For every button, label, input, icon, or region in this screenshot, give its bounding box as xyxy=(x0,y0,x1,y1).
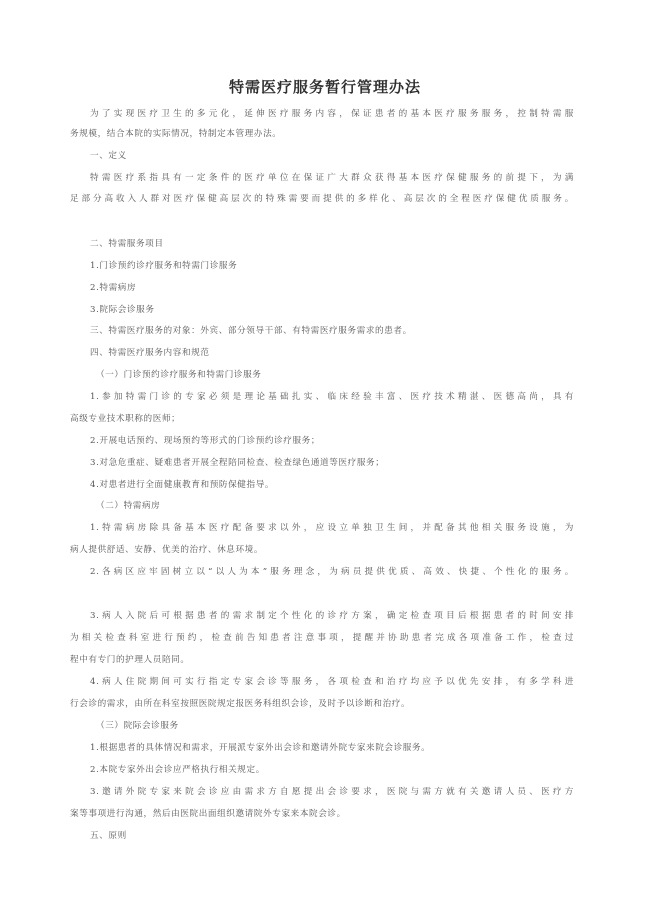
subsection-heading: （二）特需病房 xyxy=(96,501,161,511)
section-heading: 五、原则 xyxy=(90,831,127,841)
paragraph-line: 3.邀请外院专家来院会诊应由需求方自愿提出会诊要求，医院与需方就有关邀请人员、医疗方 xyxy=(90,787,574,797)
paragraph-line: 4.病人住院期间可实行指定专家会诊等服务，各项检查和治疗均应予以优先安排，有多学科进 xyxy=(90,677,574,687)
paragraph-line: 1.根据患者的具体情况和需求，开展派专家外出会诊和邀请外院专家来院会诊服务。 xyxy=(90,743,431,753)
paragraph-line: 程中有专门的护理人员陪同。 xyxy=(70,655,190,665)
section-heading: 一、定义 xyxy=(90,151,127,161)
paragraph-line: 务规模，结合本院的实际情况，特制定本管理办法。 xyxy=(70,129,282,139)
paragraph-line: 为了实现医疗卫生的多元化，延伸医疗服务内容，保证患者的基本医疗服务服务，控制特需服 xyxy=(90,109,574,119)
list-item: 2.特需病房 xyxy=(90,283,137,293)
list-item: 3.院际会诊服务 xyxy=(90,305,155,315)
paragraph-line: 足部分高收入人群对医疗保健高层次的特殊需要而提供的多样化、高层次的全程医疗保健优质服务。 xyxy=(70,194,574,204)
list-item: 1.门诊预约诊疗服务和特需门诊服务 xyxy=(90,261,238,271)
paragraph-line: 2.开展电话预约、现场预约等形式的门诊预约诊疗服务； xyxy=(90,436,321,446)
subsection-heading: （三）院际会诊服务 xyxy=(96,721,179,731)
paragraph-line: 2.各病区应牢固树立以“以人为本”服务理念，为病员提供优质、高效、快捷、个性化的服务。 xyxy=(90,567,574,577)
paragraph-line: 1.特需病房除具备基本医疗配备要求以外，应设立单独卫生间，并配备其他相关服务设施，为 xyxy=(90,523,574,533)
paragraph-line: 特需医疗系指具有一定条件的医疗单位在保证广大群众获得基本医疗保健服务的前提下，为满 xyxy=(90,173,574,183)
paragraph-line: 1.参加特需门诊的专家必须是理论基础扎实、临床经验丰富、医疗技术精湛、医德高尚，具有 xyxy=(90,392,574,402)
subsection-heading: （一）门诊预约诊疗服务和特需门诊服务 xyxy=(96,370,262,380)
paragraph-line: 3.病人入院后可根据患者的需求制定个性化的诊疗方案，确定检查项目后根据患者的时间安排 xyxy=(90,611,574,621)
paragraph-line: 案等事项进行沟通，然后由医院出面组织邀请院外专家来本院会诊。 xyxy=(70,809,346,819)
section-heading: 二、特需服务项目 xyxy=(90,239,164,249)
section-heading: 四、特需医疗服务内容和规范 xyxy=(90,348,210,358)
paragraph-line: 3.对急危重症、疑难患者开展全程陪同检查、检查绿色通道等医疗服务； xyxy=(90,458,385,468)
paragraph-line: 高级专业技术职称的医师； xyxy=(70,414,181,424)
paragraph-line: 2.本院专家外出会诊应严格执行相关规定。 xyxy=(90,765,265,775)
paragraph-line: 行会诊的需求，由所在科室按照医院规定报医务科组织会诊，及时予以诊断和治疗。 xyxy=(70,699,411,709)
paragraph-line: 4.对患者进行全面健康教育和预防保健指导。 xyxy=(90,480,275,490)
section-heading: 三、特需医疗服务的对象：外宾、部分领导干部、有特需医疗服务需求的患者。 xyxy=(90,326,412,336)
paragraph-line: 为相关检查科室进行预约，检查前告知患者注意事项，提醒并协助患者完成各项准备工作，检查过 xyxy=(70,633,574,643)
page-title: 特需医疗服务暂行管理办法 xyxy=(228,78,421,96)
paragraph-line: 病人提供舒适、安静、优美的治疗、休息环境。 xyxy=(70,545,264,555)
